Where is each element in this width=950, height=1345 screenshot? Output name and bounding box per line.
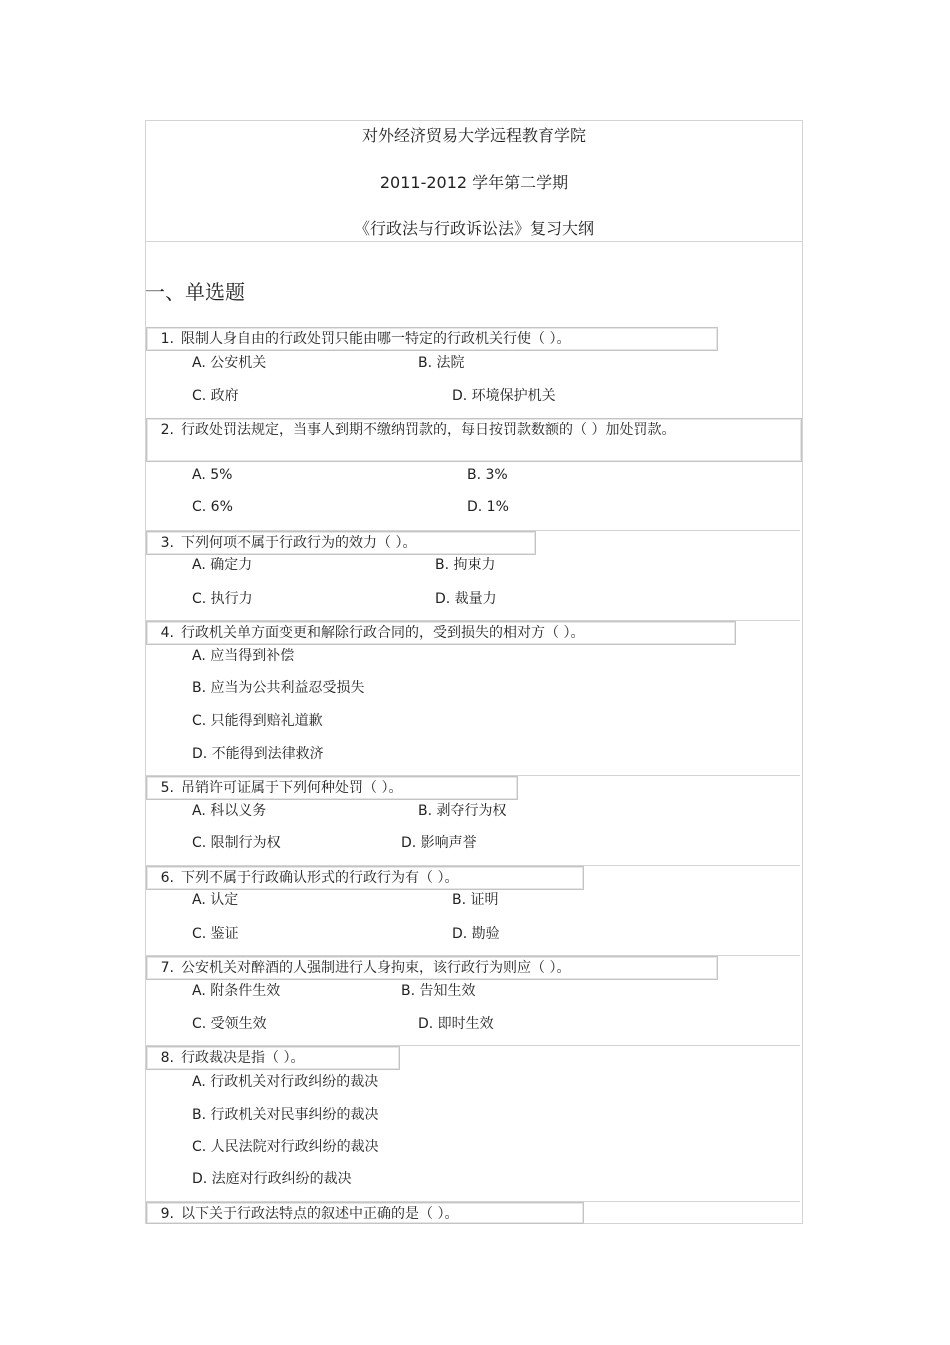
option-c: C. 6% — [192, 499, 233, 515]
option-d: D. 即时生效 — [418, 1016, 494, 1032]
option-b: B. 3% — [467, 467, 508, 483]
question-number: 6. — [160, 870, 174, 886]
question-text: 公安机关对醉酒的人强制进行人身拘束，该行政行为则应（ ）。 — [181, 960, 571, 976]
option-d: D. 勘验 — [452, 926, 500, 942]
option-b: B. 证明 — [452, 892, 499, 908]
question-text: 下列不属于行政确认形式的行政行为有（ ）。 — [181, 870, 459, 886]
section-title: 一、单选题 — [145, 280, 245, 304]
question-text: 行政处罚法规定，当事人到期不缴纳罚款的，每日按罚款数额的（ ）加处罚款。 — [181, 422, 676, 438]
option-a: A. 附条件生效 — [192, 983, 281, 999]
option-c: C. 限制行为权 — [192, 835, 281, 851]
question-text: 吊销许可证属于下列何种处罚（ ）。 — [181, 780, 403, 796]
question-text: 限制人身自由的行政处罚只能由哪一特定的行政机关行使（ ）。 — [181, 331, 571, 347]
question-number: 4. — [160, 625, 174, 641]
question-number: 3. — [160, 535, 174, 551]
question-text: 行政机关单方面变更和解除行政合同的，受到损失的相对方（ ）。 — [181, 625, 585, 641]
option-a: A. 确定力 — [192, 557, 253, 573]
option-d: D. 不能得到法律救济 — [192, 746, 324, 762]
question-text: 以下关于行政法特点的叙述中正确的是（ ）。 — [181, 1206, 459, 1222]
option-a: A. 认定 — [192, 892, 239, 908]
option-b: B. 应当为公共利益忍受损失 — [192, 680, 365, 696]
option-b: B. 剥夺行为权 — [418, 803, 507, 819]
course-title: 《行政法与行政诉讼法》复习大纲 — [353, 219, 594, 238]
question-number: 1. — [160, 331, 174, 347]
question-text: 行政裁决是指（ ）。 — [181, 1050, 305, 1066]
option-d: D. 影响声誉 — [401, 835, 477, 851]
option-c: C. 政府 — [192, 388, 239, 404]
option-c: C. 人民法院对行政纠纷的裁决 — [192, 1139, 379, 1155]
option-b: B. 法院 — [418, 355, 465, 371]
question-number: 9. — [160, 1206, 174, 1222]
question-number: 8. — [160, 1050, 174, 1066]
term-line: 2011-2012 学年第二学期 — [379, 173, 569, 192]
document-header — [145, 120, 803, 242]
question-number: 5. — [160, 780, 174, 796]
option-a: A. 行政机关对行政纠纷的裁决 — [192, 1074, 379, 1090]
option-c: C. 鉴证 — [192, 926, 239, 942]
option-d: D. 裁量力 — [435, 591, 497, 607]
option-c: C. 受领生效 — [192, 1016, 267, 1032]
option-d: D. 法庭对行政纠纷的裁决 — [192, 1171, 352, 1187]
option-a: A. 5% — [192, 467, 233, 483]
option-c: C. 只能得到赔礼道歉 — [192, 713, 323, 729]
question-number: 7. — [160, 960, 174, 976]
school-name: 对外经济贸易大学远程教育学院 — [361, 126, 586, 145]
option-b: B. 拘束力 — [435, 557, 496, 573]
option-a: A. 公安机关 — [192, 355, 267, 371]
option-c: C. 执行力 — [192, 591, 253, 607]
option-b: B. 告知生效 — [401, 983, 476, 999]
option-d: D. 1% — [467, 499, 509, 515]
question-number: 2. — [160, 422, 174, 438]
option-a: A. 应当得到补偿 — [192, 648, 295, 664]
option-d: D. 环境保护机关 — [452, 388, 556, 404]
option-a: A. 科以义务 — [192, 803, 267, 819]
option-b: B. 行政机关对民事纠纷的裁决 — [192, 1107, 379, 1123]
question-text: 下列何项不属于行政行为的效力（ ）。 — [181, 535, 417, 551]
